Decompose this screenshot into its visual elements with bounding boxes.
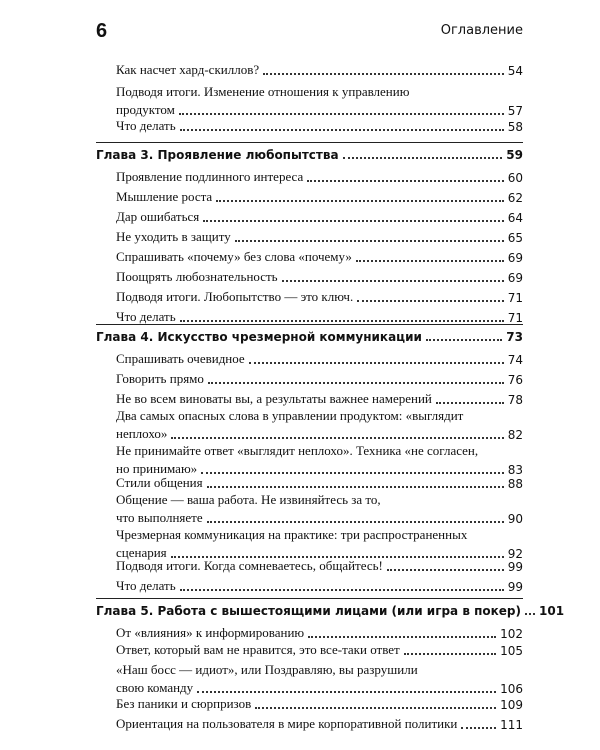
- toc-leader-dots: [525, 613, 535, 615]
- toc-entry-title-line1: Чрезмерная коммуникация на практике: три распространенных: [116, 527, 468, 542]
- toc-leader-dots: [207, 486, 504, 488]
- toc-chapter-title: Глава 3. Проявление любопытства: [96, 148, 339, 162]
- toc-chapter-entry: [96, 330, 523, 344]
- toc-leader-dots: [207, 521, 504, 523]
- toc-entry: [96, 351, 523, 367]
- toc-entry-title: Что делать: [116, 309, 176, 324]
- toc-entry-title: Подводя итоги. Когда сомневаетесь, общайтесь!: [116, 558, 383, 573]
- toc-entry: [96, 391, 523, 407]
- toc-entry: [96, 558, 523, 574]
- toc-leader-dots: [180, 129, 504, 131]
- toc-entry-page: 74: [507, 353, 523, 367]
- toc-chapter-title: Глава 5. Работа с вышестоящими лицами (или игра в покер): [96, 604, 521, 618]
- toc-leader-dots: [235, 240, 504, 242]
- toc-entry-title: Ориентация на пользователя в мире корпоративной политики: [116, 716, 458, 731]
- toc-entry: [96, 642, 523, 658]
- toc-entry-title-line2: но принимаю»: [116, 461, 198, 476]
- toc-entry-title: Мышление роста: [116, 189, 213, 204]
- toc-leader-dots: [356, 260, 504, 262]
- toc-entry-title: Поощрять любознательность: [116, 269, 278, 284]
- toc-entry-page: 69: [507, 251, 523, 265]
- toc-leader-dots: [201, 472, 504, 474]
- toc-entry: [96, 289, 523, 305]
- toc-entry-page: 99: [507, 580, 523, 594]
- toc-entry-page: 64: [507, 211, 523, 225]
- toc-leader-dots: [461, 727, 496, 729]
- toc-entry-title: Дар ошибаться: [116, 209, 200, 224]
- toc-entry-title: От «влияния» к информированию: [116, 625, 305, 640]
- running-title: Оглавление: [440, 23, 523, 38]
- toc-leader-dots: [249, 362, 504, 364]
- toc-entry: [96, 625, 523, 641]
- toc-entry: [116, 492, 523, 526]
- toc-entry-title: Подводя итоги. Любопытство — это ключ.: [116, 289, 354, 304]
- toc-entry: [116, 527, 523, 561]
- toc-entry-page: 105: [500, 644, 523, 658]
- toc-entry-page: 76: [507, 373, 523, 387]
- toc-entry-page: 106: [500, 682, 523, 696]
- toc-entry: [96, 209, 523, 225]
- toc-entry: [116, 443, 523, 477]
- toc-entry-page: 90: [507, 512, 523, 526]
- toc-chapter-entry: [96, 604, 565, 618]
- toc-leader-dots: [208, 382, 504, 384]
- toc-entry-title-line1: Общение — ваша работа. Не извиняйтесь за то,: [116, 492, 381, 507]
- toc-entry-title: Не уходить в защиту: [116, 229, 231, 244]
- toc-entry-title: Как насчет хард-скиллов?: [116, 62, 260, 77]
- toc-entry-page: 58: [507, 120, 523, 134]
- toc-leader-dots: [307, 180, 503, 182]
- toc-entry: [96, 578, 523, 594]
- toc-entry: [96, 118, 523, 134]
- toc-entry-title-line2: продуктом: [116, 102, 175, 117]
- toc-entry-title-line2: свою команду: [116, 680, 194, 695]
- section-divider: [96, 324, 523, 325]
- toc-leader-dots: [282, 280, 504, 282]
- toc-chapter-title: Глава 4. Искусство чрезмерной коммуникации: [96, 330, 422, 344]
- toc-entry: [96, 269, 523, 285]
- toc-leader-dots: [404, 653, 496, 655]
- toc-entry-title-line2: неплохо»: [116, 426, 168, 441]
- toc-leader-dots: [179, 113, 504, 115]
- toc-entry-title: Стили общения: [116, 475, 203, 490]
- toc-leader-dots: [197, 691, 496, 693]
- toc-entry-page: 101: [539, 604, 565, 618]
- toc-entry-title: Спрашивать «почему» без слова «почему»: [116, 249, 352, 264]
- toc-leader-dots: [343, 157, 503, 159]
- toc-entry: [96, 371, 523, 387]
- toc-entry: [116, 662, 523, 696]
- toc-leader-dots: [357, 300, 503, 302]
- page-number: 6: [96, 20, 108, 42]
- toc-entry-page: 102: [500, 627, 523, 641]
- toc-entry-page: 54: [507, 64, 523, 78]
- toc-entry-title: Проявление подлинного интереса: [116, 169, 304, 184]
- toc-leader-dots: [263, 73, 504, 75]
- toc-entry-page: 62: [507, 191, 523, 205]
- toc-entry: [96, 62, 523, 78]
- toc-entry: [96, 696, 523, 712]
- toc-entry-title-line2: что выполняете: [116, 510, 203, 525]
- toc-entry-page: 71: [507, 311, 523, 325]
- toc-entry-page: 99: [507, 560, 523, 574]
- toc-leader-dots: [436, 402, 504, 404]
- toc-entry: [96, 249, 523, 265]
- toc-entry: [96, 189, 523, 205]
- toc-entry: [96, 475, 523, 491]
- toc-entry: [96, 229, 523, 245]
- toc-entry-page: 83: [507, 463, 523, 477]
- toc-leader-dots: [426, 339, 502, 341]
- toc-entry-page: 59: [506, 148, 523, 162]
- toc-leader-dots: [180, 589, 504, 591]
- toc-leader-dots: [203, 220, 503, 222]
- toc-entry-title: Что делать: [116, 578, 176, 593]
- toc-entry-page: 111: [500, 718, 523, 732]
- toc-entry: [96, 309, 523, 325]
- toc-entry-page: 109: [500, 698, 523, 712]
- toc-entry-page: 92: [507, 547, 523, 561]
- toc-entry-title-line1: Подводя итоги. Изменение отношения к управлению: [116, 84, 410, 99]
- toc-entry: [116, 408, 523, 442]
- toc-entry-page: 78: [507, 393, 523, 407]
- toc-chapter-entry: [96, 148, 523, 162]
- toc-leader-dots: [171, 437, 503, 439]
- toc-entry-title: Спрашивать очевидное: [116, 351, 245, 366]
- toc-leader-dots: [180, 320, 504, 322]
- toc-entry-title: Без паники и сюрпризов: [116, 696, 252, 711]
- toc-entry-page: 88: [507, 477, 523, 491]
- toc-entry-title-line1: Не принимайте ответ «выглядит неплохо». Техника «не согласен,: [116, 443, 479, 458]
- section-divider: [96, 142, 523, 143]
- toc-entry-title-line1: «Наш босс — идиот», или Поздравляю, вы разрушили: [116, 662, 418, 677]
- toc-entry-page: 82: [507, 428, 523, 442]
- page-header: [96, 20, 523, 44]
- toc-entry-page: 65: [507, 231, 523, 245]
- toc-entry-title-line1: Два самых опасных слова в управлении продуктом: «выглядит: [116, 408, 464, 423]
- toc-entry: [116, 84, 523, 118]
- toc-entry-page: 57: [507, 104, 523, 118]
- toc-entry: [96, 716, 523, 732]
- toc-entry-title: Ответ, который вам не нравится, это все-таки ответ: [116, 642, 400, 657]
- toc-entry-page: 73: [506, 330, 523, 344]
- toc-leader-dots: [216, 200, 504, 202]
- toc-leader-dots: [255, 707, 496, 709]
- toc-entry-title-line2: сценария: [116, 545, 167, 560]
- toc-leader-dots: [387, 569, 504, 571]
- toc-entry-title: Что делать: [116, 118, 176, 133]
- toc-entry-title: Не во всем виноваты вы, а результаты важнее намерений: [116, 391, 432, 406]
- toc-leader-dots: [308, 636, 496, 638]
- toc-entry-page: 69: [507, 271, 523, 285]
- toc-entry-page: 71: [507, 291, 523, 305]
- toc-entry-title: Говорить прямо: [116, 371, 204, 386]
- toc-entry-page: 60: [507, 171, 523, 185]
- section-divider: [96, 598, 523, 599]
- toc-entry: [96, 169, 523, 185]
